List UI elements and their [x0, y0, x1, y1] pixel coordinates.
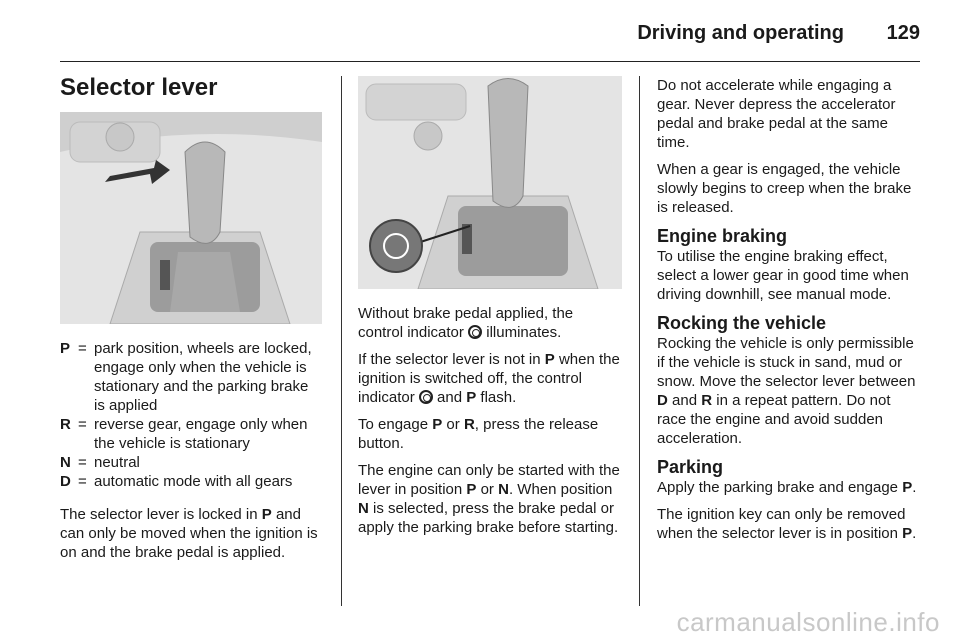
- gear-key: P: [60, 340, 71, 357]
- brake-indicator-icon: [468, 325, 482, 339]
- creep-paragraph: When a gear is engaged, the vehicle slowly begins to creep when the brake is released.: [657, 161, 912, 216]
- lock-paragraph: The selector lever is locked in P and can only be moved when the ignition is on and the brake pedal is applied.: [60, 506, 318, 561]
- column-divider: [341, 76, 342, 606]
- accelerate-paragraph: Do not accelerate while engaging a gear. Never depress the accelerator pedal and brake pedal at the same time.: [657, 77, 896, 151]
- selector-lever-illustration: [60, 112, 322, 324]
- engine-braking-paragraph: To utilise the engine braking effect, select a lower gear in good time when driving downhill, see manual mode.: [657, 248, 909, 303]
- gear-key: R: [60, 416, 71, 433]
- release-button-illustration: [358, 76, 622, 289]
- column-divider: [639, 76, 640, 606]
- gear-description: automatic mode with all gears: [94, 473, 293, 490]
- rocking-heading: Rocking the vehicle: [657, 313, 827, 333]
- column-1: [60, 76, 322, 570]
- watermark: carmanualsonline.info: [676, 607, 940, 637]
- gear-description: neutral: [94, 454, 140, 471]
- equals-sign: =: [78, 416, 87, 433]
- section-heading: Driving and operating: [637, 22, 844, 44]
- gear-key: N: [60, 454, 71, 471]
- brake-indicator-icon: [419, 390, 433, 404]
- column-3: [657, 76, 923, 551]
- gear-definitions: [60, 339, 322, 491]
- indicator-paragraph: Without brake pedal applied, the control indicator illuminates.: [358, 305, 574, 341]
- page-title: Selector lever: [60, 74, 218, 101]
- key-removal-paragraph: The ignition key can only be removed when the selector lever is in position P.: [657, 506, 917, 542]
- equals-sign: =: [78, 473, 87, 490]
- start-paragraph: The engine can only be started with the lever in position P or N. When position N is selected, press the brake pedal or apply the parking brake before starting.: [358, 462, 620, 536]
- rocking-paragraph: Rocking the vehicle is only permissible if the vehicle is stuck in sand, mud or snow. Move the selector lever between D and R in a repeat pattern. Do not race the engine and avoid sudden acceleration.: [657, 335, 916, 447]
- page-number: 129: [886, 22, 920, 44]
- equals-sign: =: [78, 340, 87, 357]
- equals-sign: =: [78, 454, 87, 471]
- parking-heading: Parking: [657, 457, 724, 477]
- gear-description: reverse gear, engage only when the vehicle is stationary: [94, 416, 308, 452]
- page-header: [60, 18, 920, 62]
- parking-paragraph: Apply the parking brake and engage P.: [657, 479, 917, 496]
- flash-paragraph: If the selector lever is not in P when the ignition is switched off, the control indicator and P flash.: [358, 351, 620, 406]
- engine-braking-heading: Engine braking: [657, 226, 788, 246]
- gear-description: park position, wheels are locked, engage only when the vehicle is stationary and the parking brake is applied: [94, 340, 312, 414]
- column-2: [358, 76, 622, 545]
- gear-key: D: [60, 473, 71, 490]
- engage-paragraph: To engage P or R, press the release button.: [358, 416, 599, 452]
